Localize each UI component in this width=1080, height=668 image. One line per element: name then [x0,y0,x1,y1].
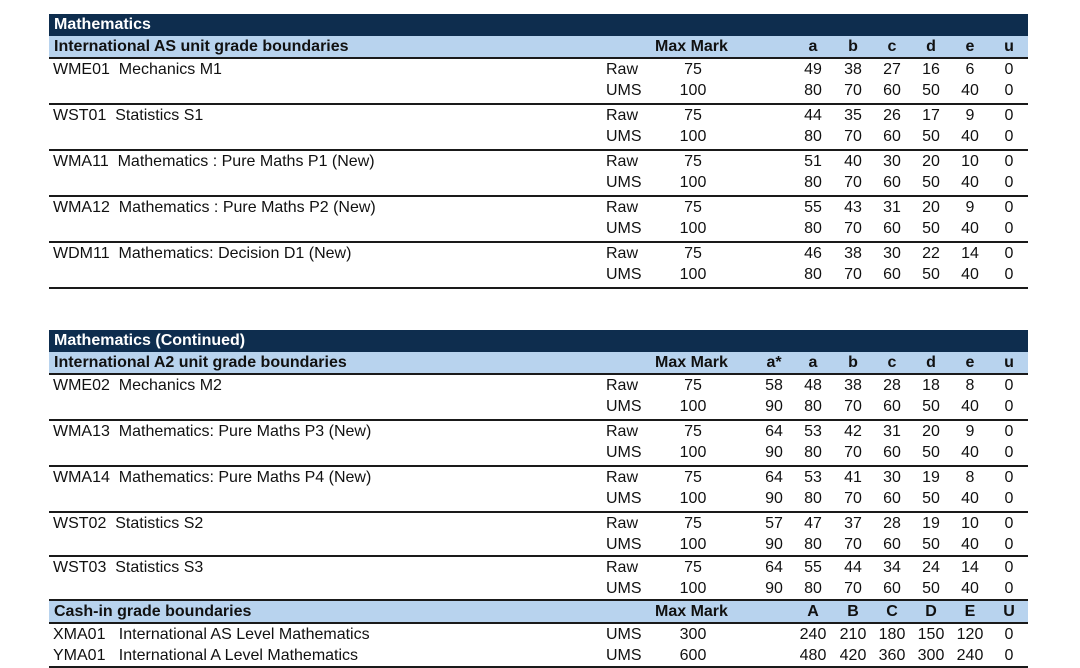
header-label: International AS unit grade boundaries [54,38,349,55]
grade-boundary: 60 [883,398,901,415]
a2-grade-table [49,330,1028,668]
table-header [49,36,1028,59]
max-mark: 75 [684,245,702,262]
grade-boundary: 40 [844,153,862,170]
grade-boundary: 240 [956,647,984,664]
grade-boundary: 80 [804,444,822,461]
mark-type: UMS [606,220,642,237]
qualification-name: XMA01 International AS Level Mathematics [53,626,370,643]
grade-boundary: 8 [965,469,975,486]
table-row [49,421,1028,442]
grade-boundary: 30 [883,153,901,170]
header-max-mark: Max Mark [655,354,728,371]
mark-type: UMS [606,580,642,597]
mark-type: UMS [606,490,642,507]
grade-boundary: 0 [1004,398,1014,415]
unit-name: WST03 Statistics S3 [53,559,204,576]
grade-boundary: 0 [1004,220,1014,237]
grade-boundary: 90 [765,398,783,415]
grade-boundary: 35 [844,107,862,124]
grade-boundary: 64 [765,469,783,486]
grade-boundary: 9 [965,199,975,216]
grade-boundary: 55 [804,199,822,216]
grade-boundary: 20 [922,423,940,440]
grade-boundary: 210 [839,626,867,643]
grade-boundary: 38 [844,245,862,262]
grade-boundary: 34 [883,559,901,576]
grade-boundary: 14 [961,559,979,576]
header-grade: e [965,354,975,371]
table-row [49,534,1028,555]
grade-boundary: 0 [1004,245,1014,262]
header-grade: E [964,603,976,620]
mark-type: UMS [606,82,642,99]
table-row [49,80,1028,101]
header-grade: a [808,38,818,55]
table-row [49,513,1028,534]
max-mark: 100 [679,128,707,145]
grade-boundary: 0 [1004,128,1014,145]
grade-boundary: 120 [956,626,984,643]
grade-boundary: 70 [844,174,862,191]
grade-boundary: 26 [883,107,901,124]
header-grade: a [808,354,818,371]
grade-boundary: 70 [844,82,862,99]
grade-boundary: 9 [965,107,975,124]
grade-boundary: 80 [804,536,822,553]
grade-boundary: 70 [844,580,862,597]
grade-boundary: 40 [961,174,979,191]
unit-block [49,467,1028,513]
grade-boundary: 70 [844,220,862,237]
grade-boundary: 50 [922,128,940,145]
max-mark: 100 [679,82,707,99]
grade-boundary: 70 [844,444,862,461]
grade-boundary: 38 [844,377,862,394]
header-grade: c [887,38,897,55]
grade-boundary: 40 [961,580,979,597]
section-title: Mathematics (Continued) [49,330,1028,352]
header-grade: c [887,354,897,371]
grade-boundary: 0 [1004,647,1014,664]
unit-name: WME02 Mechanics M2 [53,377,222,394]
grade-boundary: 31 [883,423,901,440]
max-mark: 300 [679,626,707,643]
header-grade: A [807,603,819,620]
max-mark: 75 [684,377,702,394]
grade-boundary: 0 [1004,490,1014,507]
grade-boundary: 19 [922,515,940,532]
grade-boundary: 240 [799,626,827,643]
max-mark: 100 [679,580,707,597]
max-mark: 100 [679,266,707,283]
mark-type: Raw [606,245,639,262]
header-grade: u [1004,38,1014,55]
grade-boundary: 0 [1004,266,1014,283]
table-row [49,396,1028,417]
unit-block [49,421,1028,467]
unit-block [49,513,1028,557]
grade-boundary: 19 [922,469,940,486]
unit-block [49,243,1028,289]
grade-boundary: 80 [804,82,822,99]
grade-boundary: 46 [804,245,822,262]
header-grade: D [925,603,937,620]
grade-boundary: 60 [883,444,901,461]
unit-block [49,197,1028,243]
grade-boundary: 150 [917,626,945,643]
grade-boundary: 0 [1004,626,1014,643]
grade-boundary: 70 [844,266,862,283]
grade-boundary: 70 [844,490,862,507]
grade-boundary: 50 [922,266,940,283]
header-max-mark: Max Mark [655,603,728,620]
table-row [49,624,1028,645]
grade-boundary: 420 [839,647,867,664]
grade-boundary: 44 [804,107,822,124]
header-label: International A2 unit grade boundaries [54,354,347,371]
grade-boundary: 9 [965,423,975,440]
table-row [49,442,1028,463]
grade-boundary: 50 [922,398,940,415]
unit-name: WST02 Statistics S2 [53,515,204,532]
mark-type: Raw [606,107,639,124]
grade-boundary: 0 [1004,559,1014,576]
unit-name: WDM11 Mathematics: Decision D1 (New) [53,245,352,262]
table-row [49,645,1028,666]
mark-type: UMS [606,398,642,415]
grade-boundary: 0 [1004,377,1014,394]
table-row [49,172,1028,193]
grade-boundary: 40 [961,398,979,415]
grade-boundary: 50 [922,580,940,597]
grade-boundary: 37 [844,515,862,532]
max-mark: 600 [679,647,707,664]
table-row [49,105,1028,126]
grade-boundary: 50 [922,490,940,507]
grade-boundary: 80 [804,398,822,415]
max-mark: 100 [679,490,707,507]
max-mark: 75 [684,153,702,170]
max-mark: 100 [679,444,707,461]
grade-boundary: 70 [844,398,862,415]
grade-boundary: 24 [922,559,940,576]
grade-boundary: 28 [883,377,901,394]
grade-boundary: 0 [1004,82,1014,99]
grade-boundary: 6 [965,61,975,78]
grade-boundary: 58 [765,377,783,394]
mark-type: UMS [606,444,642,461]
unit-block [49,375,1028,421]
grade-boundary: 27 [883,61,901,78]
mark-type: Raw [606,423,639,440]
grade-boundary: 43 [844,199,862,216]
grade-boundary: 360 [878,647,906,664]
header-grade: u [1004,354,1014,371]
header-grade: U [1003,603,1015,620]
grade-boundary: 40 [961,490,979,507]
grade-boundary: 80 [804,580,822,597]
grade-boundary: 80 [804,174,822,191]
unit-name: WST01 Statistics S1 [53,107,204,124]
header-grade: b [848,38,858,55]
table-row [49,264,1028,285]
mark-type: UMS [606,128,642,145]
grade-boundary: 64 [765,423,783,440]
grade-boundary: 90 [765,580,783,597]
unit-name: WME01 Mechanics M1 [53,61,222,78]
grade-boundary: 60 [883,266,901,283]
mark-type: Raw [606,153,639,170]
grade-boundary: 0 [1004,515,1014,532]
grade-boundary: 38 [844,61,862,78]
mark-type: UMS [606,266,642,283]
grade-boundary: 50 [922,220,940,237]
grade-boundary: 80 [804,220,822,237]
grade-boundary: 22 [922,245,940,262]
grade-boundary: 55 [804,559,822,576]
header-grade: b [848,354,858,371]
grade-boundary: 40 [961,266,979,283]
grade-boundary: 0 [1004,580,1014,597]
mark-type: Raw [606,377,639,394]
grade-boundary: 300 [917,647,945,664]
grade-boundary: 0 [1004,61,1014,78]
grade-boundary: 60 [883,580,901,597]
as-grade-table [49,14,1028,289]
grade-boundary: 51 [804,153,822,170]
mark-type: UMS [606,647,642,664]
unit-name: WMA13 Mathematics: Pure Maths P3 (New) [53,423,372,440]
header-grade: a* [766,354,782,371]
grade-boundary: 90 [765,536,783,553]
grade-boundary: 14 [961,245,979,262]
header-label: Cash-in grade boundaries [54,603,252,620]
grade-boundary: 80 [804,490,822,507]
grade-boundary: 31 [883,199,901,216]
grade-boundary: 180 [878,626,906,643]
grade-boundary: 30 [883,469,901,486]
unit-name: WMA14 Mathematics: Pure Maths P4 (New) [53,469,372,486]
grade-boundary: 40 [961,128,979,145]
grade-boundary: 50 [922,82,940,99]
table-row [49,59,1028,80]
max-mark: 100 [679,174,707,191]
grade-boundary: 20 [922,153,940,170]
header-grade: e [965,38,975,55]
grade-boundary: 49 [804,61,822,78]
table-row [49,197,1028,218]
grade-boundary: 480 [799,647,827,664]
grade-boundary: 16 [922,61,940,78]
grade-boundary: 41 [844,469,862,486]
grade-boundary: 0 [1004,469,1014,486]
grade-boundary: 90 [765,444,783,461]
unit-block [49,105,1028,151]
max-mark: 75 [684,199,702,216]
header-max-mark: Max Mark [655,38,728,55]
mark-type: Raw [606,515,639,532]
grade-boundary: 0 [1004,107,1014,124]
max-mark: 75 [684,423,702,440]
table-row [49,578,1028,599]
grade-boundary: 50 [922,536,940,553]
max-mark: 75 [684,559,702,576]
max-mark: 75 [684,61,702,78]
grade-boundary: 53 [804,469,822,486]
mark-type: UMS [606,536,642,553]
section-title: Mathematics [49,14,1028,36]
grade-boundary: 64 [765,559,783,576]
unit-block [49,557,1028,601]
max-mark: 100 [679,220,707,237]
grade-boundary: 8 [965,377,975,394]
grade-boundary: 0 [1004,536,1014,553]
header-grade: d [926,38,936,55]
mark-type: UMS [606,626,642,643]
unit-name: WMA12 Mathematics : Pure Maths P2 (New) [53,199,376,216]
grade-boundary: 80 [804,266,822,283]
grade-boundary: 60 [883,82,901,99]
max-mark: 100 [679,536,707,553]
grade-boundary: 80 [804,128,822,145]
grade-boundary: 48 [804,377,822,394]
grade-boundary: 0 [1004,199,1014,216]
max-mark: 75 [684,107,702,124]
grade-boundary: 0 [1004,153,1014,170]
grade-boundary: 44 [844,559,862,576]
grade-boundary: 10 [961,515,979,532]
grade-boundary: 60 [883,128,901,145]
grade-boundary: 20 [922,199,940,216]
max-mark: 100 [679,398,707,415]
mark-type: Raw [606,61,639,78]
grade-boundary: 40 [961,82,979,99]
mark-type: UMS [606,174,642,191]
mark-type: Raw [606,559,639,576]
max-mark: 75 [684,515,702,532]
grade-boundary: 70 [844,536,862,553]
mark-type: Raw [606,469,639,486]
grade-boundary: 40 [961,220,979,237]
unit-block [49,151,1028,197]
grade-boundary: 42 [844,423,862,440]
table-row [49,151,1028,172]
grade-boundary: 57 [765,515,783,532]
table-row [49,467,1028,488]
table-row [49,126,1028,147]
table-header [49,352,1028,375]
grade-boundary: 60 [883,174,901,191]
grade-boundary: 60 [883,536,901,553]
grade-boundary: 47 [804,515,822,532]
qualification-name: YMA01 International A Level Mathematics [53,647,359,664]
header-grade: d [926,354,936,371]
grade-boundary: 90 [765,490,783,507]
grade-boundary: 28 [883,515,901,532]
grade-boundary: 50 [922,444,940,461]
grade-boundary: 0 [1004,423,1014,440]
grade-boundary: 40 [961,444,979,461]
grade-boundary: 70 [844,128,862,145]
table-row [49,218,1028,239]
grade-boundary: 50 [922,174,940,191]
grade-boundary: 53 [804,423,822,440]
grade-boundary: 60 [883,490,901,507]
grade-boundary: 60 [883,220,901,237]
table-row [49,488,1028,509]
grade-boundary: 40 [961,536,979,553]
header-grade: C [886,603,898,620]
grade-boundary: 0 [1004,174,1014,191]
grade-boundary: 0 [1004,444,1014,461]
grade-boundary: 30 [883,245,901,262]
cashin-table [49,624,1028,668]
mark-type: Raw [606,199,639,216]
unit-block [49,59,1028,105]
max-mark: 75 [684,469,702,486]
header-grade: B [847,603,859,620]
table-row [49,375,1028,396]
unit-name: WMA11 Mathematics : Pure Maths P1 (New) [53,153,375,170]
grade-boundary: 18 [922,377,940,394]
grade-boundary: 17 [922,107,940,124]
table-row [49,243,1028,264]
grade-boundary: 10 [961,153,979,170]
cashin-header [49,601,1028,624]
table-row [49,557,1028,578]
